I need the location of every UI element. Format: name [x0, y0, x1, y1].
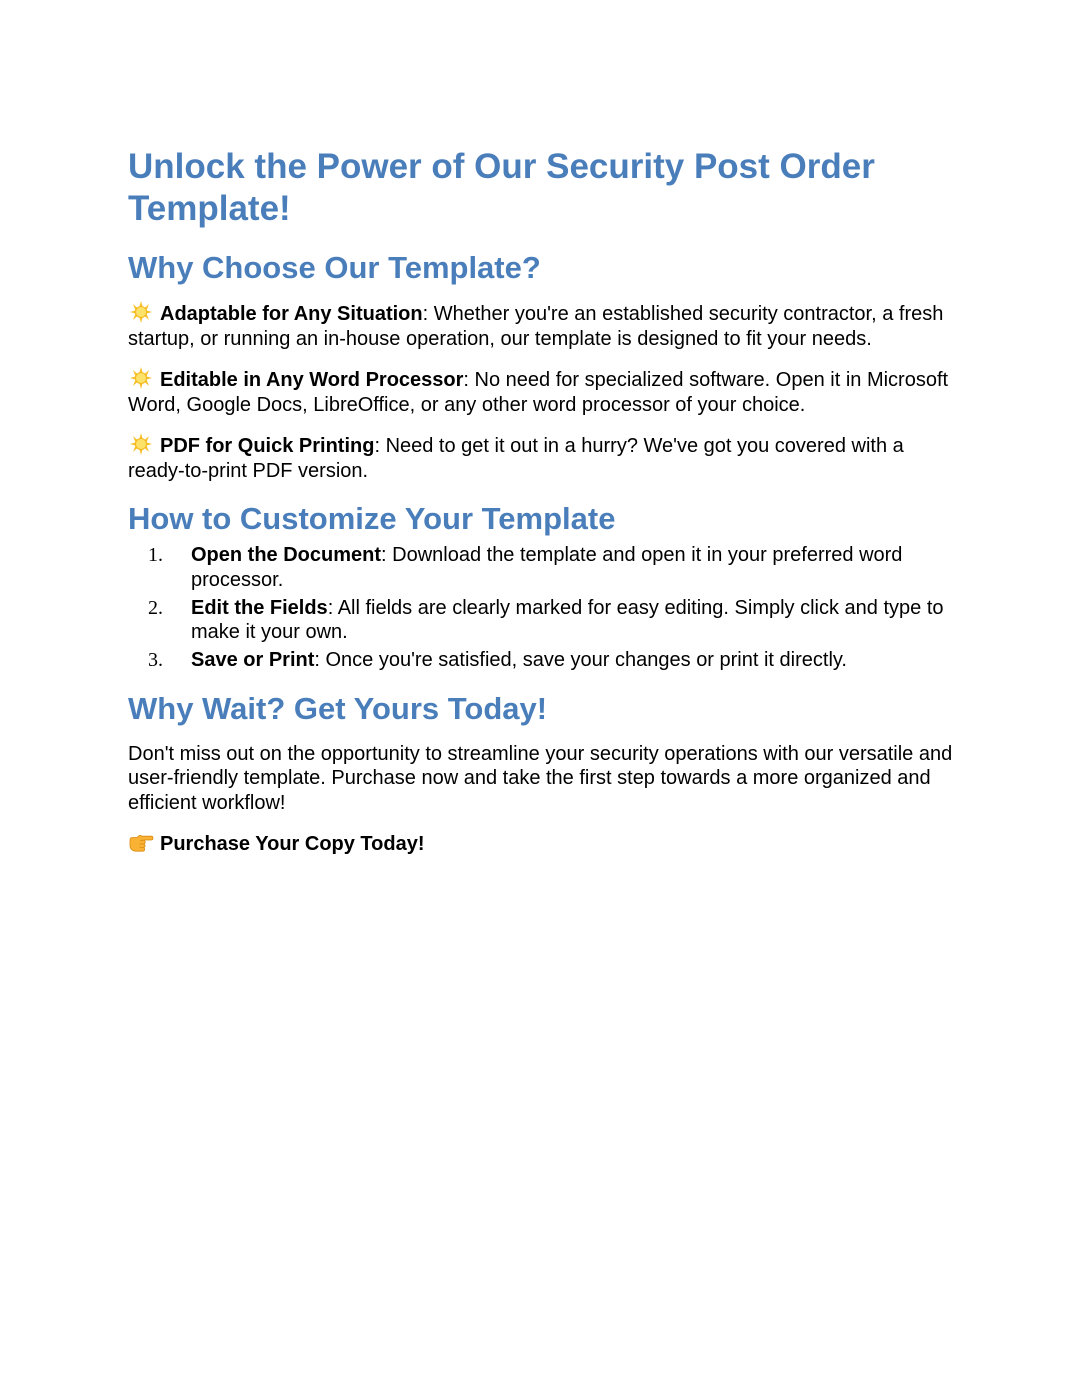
feature-adaptable-title: Adaptable for Any Situation	[160, 303, 423, 325]
document-title: Unlock the Power of Our Security Post Order Template!	[128, 147, 875, 228]
step-number: 3.	[148, 649, 163, 671]
cta-heading: Why Wait? Get Yours Today!	[128, 690, 548, 726]
why-choose-heading: Why Choose Our Template?	[128, 250, 541, 285]
step-number: 1.	[148, 544, 163, 566]
step-number: 2.	[148, 596, 163, 619]
list-item	[128, 543, 958, 592]
step-title: Save or Print	[191, 649, 315, 671]
step-title: Open the Document	[191, 544, 382, 566]
feature-editable	[128, 367, 958, 417]
step-text: : Once you're satisfied, save your changes or print it directly.	[314, 649, 847, 671]
step-text: : Download the template and open it in your preferred word processor.	[191, 544, 903, 591]
feature-pdf	[128, 433, 958, 483]
sun-icon	[128, 367, 154, 389]
list-item	[128, 648, 958, 673]
customize-steps-list	[128, 543, 958, 673]
pointing-hand-icon	[128, 831, 154, 853]
customize-heading: How to Customize Your Template	[128, 501, 616, 536]
purchase-label: Purchase Your Copy Today!	[160, 833, 425, 855]
feature-editable-text: : No need for specialized software. Open it in Microsoft Word, Google Docs, LibreOffice, or any other word processor of your choice.	[128, 369, 949, 416]
document-page	[128, 146, 958, 857]
feature-adaptable	[128, 301, 958, 351]
purchase-line	[128, 831, 958, 857]
cta-paragraph: Don't miss out on the opportunity to streamline your security operations with our versatile and user-friendly template. Purchase now and take the first step towards a more organized and efficient workflow!	[128, 742, 953, 814]
feature-pdf-text: : Need to get it out in a hurry? We've got you covered with a ready-to-print PDF version.	[128, 435, 904, 482]
sun-icon	[128, 301, 154, 323]
feature-editable-title: Editable in Any Word Processor	[160, 369, 464, 391]
feature-adaptable-text: : Whether you're an established security contractor, a fresh startup, or running an in-house operation, our template is designed to fit your needs.	[128, 303, 944, 350]
list-item	[128, 596, 958, 645]
sun-icon	[128, 433, 154, 455]
step-text: : All fields are clearly marked for easy editing. Simply click and type to make it your own.	[191, 596, 944, 643]
step-title: Edit the Fields	[191, 596, 328, 619]
feature-pdf-title: PDF for Quick Printing	[160, 435, 375, 457]
